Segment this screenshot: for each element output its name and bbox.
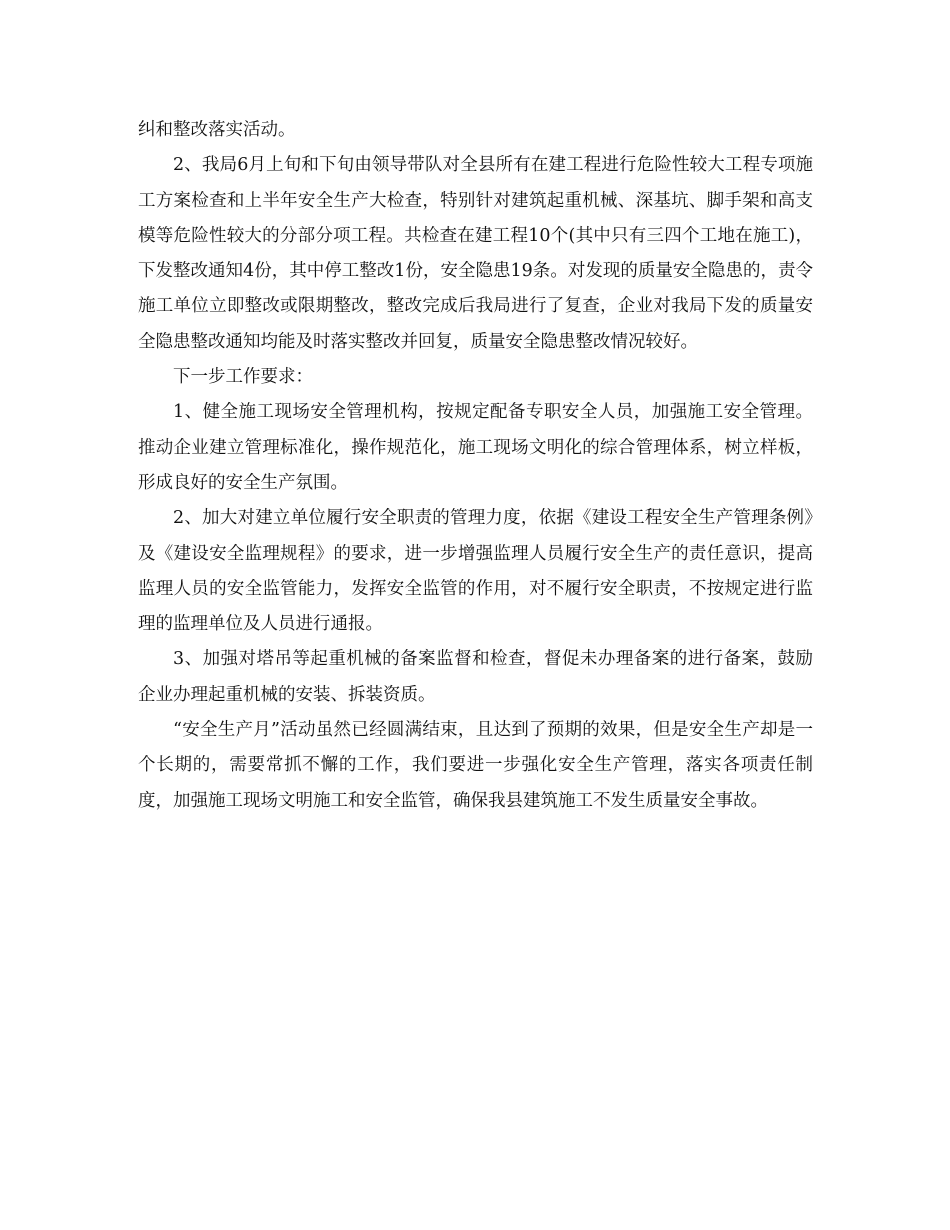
paragraph-next-steps-heading: 下一步工作要求： [173,367,313,388]
paragraph-inspection-summary: 2、我局6月上旬和下旬由领导带队对全县所有在建工程进行危险性较大工程专项施工方案检查和上半年安全生产大检查，特别针对建筑起重机械、深基坑、脚手架和高支模等危险性较大的分部分项工程。共检查在建工程10个(其中只有三四个工地在施工)，下发整改通知4份，其中停工整改1份，安全隐患19条。对发现的质量安全隐患的，责令施工单位立即整改或限期整改，整改完成后我局进行了复查，企业对我局下发的质量安全隐患整改通知均能及时落实整改并回复，质量安全隐患整改情况较好。 [138,155,813,352]
paragraph-requirement-2: 2、加大对建立单位履行安全职责的管理力度，依据《建设工程安全生产管理条例》及《建设安全监理规程》的要求，进一步增强监理人员履行安全生产的责任意识，提高监理人员的安全监管能力，发挥安全监管的作用，对不履行安全职责，不按规定进行监理的监理单位及人员进行通报。 [138,508,813,635]
paragraph-requirement-1: 1、健全施工现场安全管理机构，按规定配备专职安全人员，加强施工安全管理。推动企业建立管理标准化，操作规范化，施工现场文明化的综合管理体系，树立样板，形成良好的安全生产氛围。 [138,402,813,493]
document-body [138,113,813,819]
paragraph-requirement-3: 3、加强对塔吊等起重机械的备案监督和检查，督促未办理备案的进行备案，鼓励企业办理起重机械的安装、拆装资质。 [138,649,813,705]
paragraph-continuation: 纠和整改落实活动。 [138,120,296,140]
paragraph-conclusion: “安全生产月”活动虽然已经圆满结束，且达到了预期的效果，但是安全生产却是一个长期的，需要常抓不懈的工作，我们要进一步强化安全生产管理，落实各项责任制度，加强施工现场文明施工和安全监管，确保我县建筑施工不发生质量安全事故。 [138,720,813,811]
